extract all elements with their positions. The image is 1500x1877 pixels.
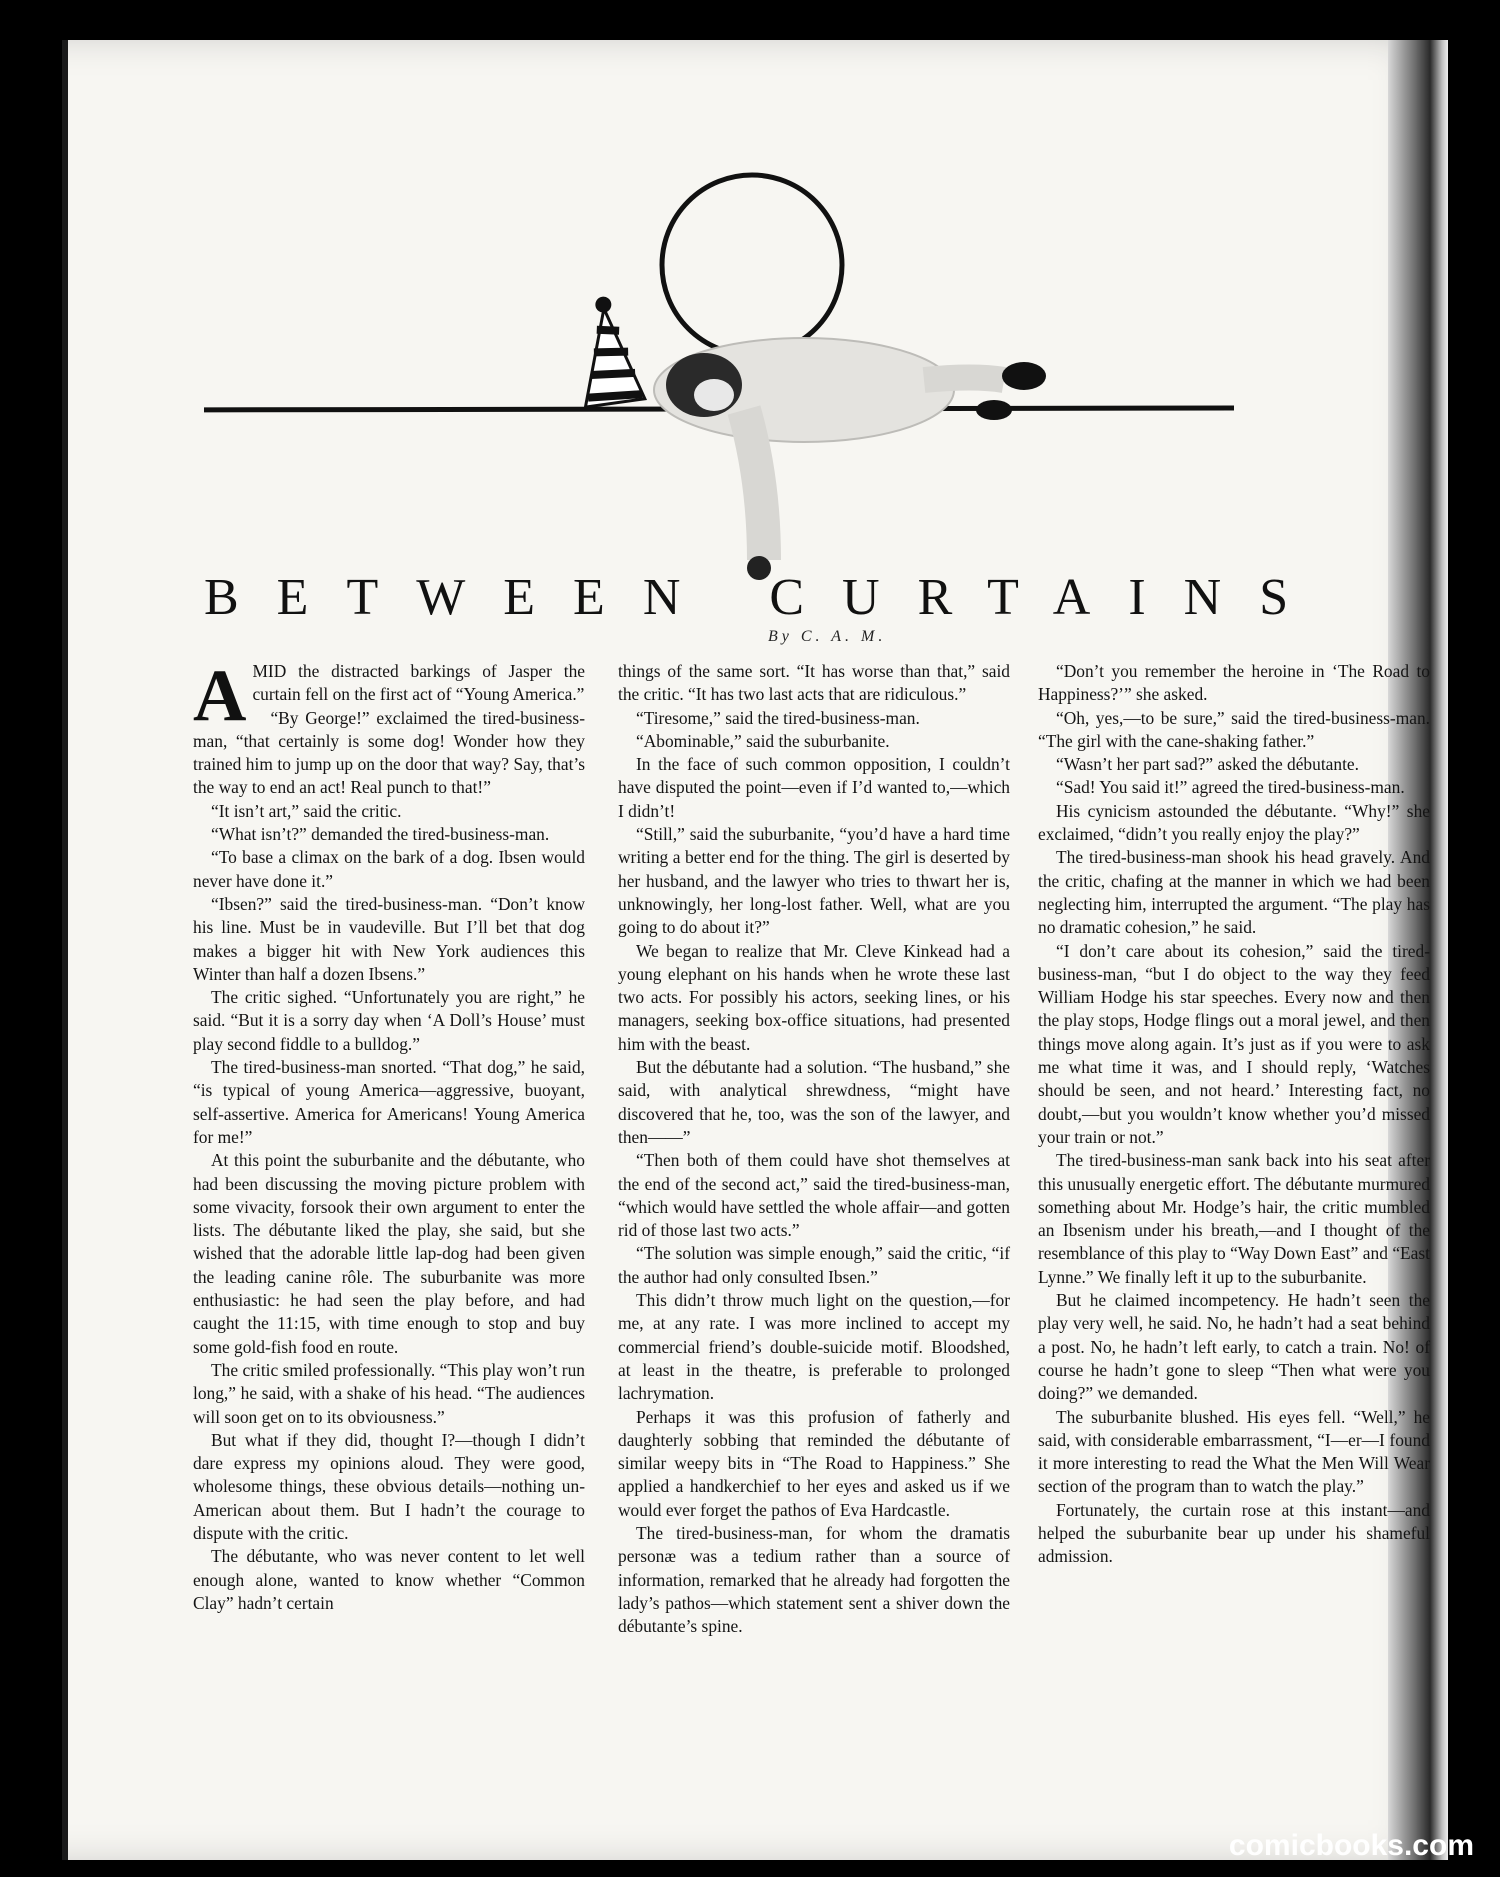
paragraph: The tired-business-man sank back into his seat after this unusually energetic effort. The débutante murmured something about Mr. Hodge’s hair, the critic mumbled an Ibsenism under his breath,—and I thought of the resemblance of this play to “Way Down East” and “East Lynne.” We finally left it up to the suburbanite. [1038,1150,1430,1287]
paragraph: His cynicism astounded the débutante. “Why!” she exclaimed, “didn’t you really enjoy the play?” [1038,800,1430,845]
paragraph: “Ibsen?” said the tired-business-man. “Don’t know his line. Must be in vaudeville. But I’ll bet that dog makes a bigger hit with New York audiences this Winter than half a dozen Ibsens.” [193,893,585,984]
paragraph: “By George!” exclaimed the tired-business-man, “that certainly is some dog! Wonder how they trained him to jump up on the door that way? Say, that’s the way to end an act! Real punch to that!” [193,707,585,798]
article-title: BETWEEN CURTAINS [204,569,1327,626]
paragraph: “Tiresome,” said the tired-business-man. [636,707,920,728]
paragraph: things of the same sort. “It has worse than that,” said the critic. “It has two last acts that are ridiculous.” [618,661,1010,705]
paragraph: “What isn’t?” demanded the tired-business-man. [211,824,550,845]
paragraph: At this point the suburbanite and the débutante, who had been discussing the moving picture problem with some vivacity, forsook their own argument to enter the lists. The débutante liked the play, she said, but she wished that the adorable little lap-dog had been given the leading canine rôle. The suburbanite was more enthusiastic: he had seen the play before, and had caught the 11:15, with time enough to stop and buy some gold-fish food en route. [193,1150,585,1357]
paragraph: But he claimed incompetency. He hadn’t seen the play very well, he said. No, he hadn’t had a seat behind a post. No, he hadn’t left early, to catch a train. No! of course he hadn’t gone to sleep “Then what were you doing?” we demanded. [1038,1290,1430,1404]
paragraph: “Sad! You said it!” agreed the tired-business-man. [1056,777,1405,798]
clown-illustration [204,170,1284,590]
paragraph: AMID the distracted barkings of Jasper the curtain fell on the first act of “Young America.” [193,655,585,737]
paragraph: This didn’t throw much light on the question,—for me, at any rate. I was more inclined to accept my commercial friend’s double-suicide motif. Bloodshed, at least in the theatre, is preferable to prolonged lachrymation. [618,1290,1010,1404]
paragraph: The tired-business-man shook his head gravely. And the critic, chafing at the manner in which we had been neglecting him, interrupted the argument. “The play has no dramatic cohesion,” he said. [1038,847,1430,938]
article-byline: By C. A. M. [768,628,887,645]
hoop [662,175,842,355]
paragraph: “Wasn’t her part sad?” asked the débutante. [1056,754,1359,775]
paragraph: The tired-business-man, for whom the dramatis personæ was a tedium rather than a source of information, remarked that he already had forgotten the lady’s pathos—which statement sent a shiver down the débutante’s spine. [618,1522,1010,1637]
paragraph: In the face of such common opposition, I couldn’t have disputed the point—even if I’d wanted to,—which I didn’t! [618,754,1010,821]
drop-cap: A [193,655,247,737]
paragraph: “The solution was simple enough,” said the critic, “if the author had only consulted Ibsen.” [618,1243,1010,1287]
paragraph: The débutante, who was never content to let well enough alone, wanted to know whether “Common Clay” hadn’t certain [193,1546,585,1613]
clown-hat [571,293,645,407]
paragraph: The suburbanite blushed. His eyes fell. “Well,” he said, with considerable embarrassment, “I—er—I found it more interesting to read the What the Men Will Wear section of the program than to watch the play.” [1038,1406,1430,1497]
text-column-3 [1038,660,1430,1569]
magazine-page [62,40,1448,1860]
paragraph: Fortunately, the curtain rose at this instant—and helped the suburbanite bear up under his shameful admission. [1038,1499,1430,1567]
paragraph: “I don’t care about its cohesion,” said the tired-business-man, “but I do object to the way they feed William Hodge his star speeches. Every now and then the play stops, Hodge flings out a moral jewel, and then things move along again. It’s just as if you were to ask me what time it was, and I should reply, ‘Watches should be seen, and not heard.’ Interesting fact, no doubt,—but you wouldn’t know whether you’d missed your train or not.” [1038,940,1430,1147]
paragraph: “It isn’t art,” said the critic. [211,800,402,821]
paragraph: “Don’t you remember the heroine in ‘The Road to Happiness?’” she asked. [1038,661,1430,705]
paragraph: “To base a climax on the bark of a dog. Ibsen would never have done it.” [193,847,585,891]
text-column-1 [193,655,585,1615]
site-watermark: comicbooks.com [1228,1829,1474,1862]
paragraph: The critic sighed. “Unfortunately you are right,” he said. “But it is a sorry day when ‘A Doll’s House’ must play second fiddle to a bulldog.” [193,987,585,1054]
paragraph: The critic smiled professionally. “This play won’t run long,” he said, with a shake of his head. “The audiences will soon get on to its obviousness.” [193,1359,585,1427]
text-column-2 [618,660,1010,1638]
paragraph: “Abominable,” said the suburbanite. [636,730,890,751]
paragraph: The tired-business-man snorted. “That dog,” he said, “is typical of young America—aggressive, buoyant, self-assertive. America for Americans! Young America for me!” [193,1057,585,1147]
paragraph: We began to realize that Mr. Cleve Kinkead had a young elephant on his hands when he wrote these last two acts. For possibly his actors, seeking lines, or his managers, seeking box-office situations, had presented him with the beast. [618,940,1010,1054]
paragraph: “Then both of them could have shot themselves at the end of the second act,” said the tired-business-man, “which would have settled the whole affair—and gotten rid of those last two acts.” [618,1150,1010,1241]
paragraph: Perhaps it was this profusion of fatherly and daughterly sobbing that reminded the débutante of similar weepy bits in “The Road to Happiness.” She applied a handkerchief to her eyes and asked us if we would ever forget the pathos of Eva Hardcastle. [618,1406,1010,1520]
paragraph: “Oh, yes,—to be sure,” said the tired-business-man. “The girl with the cane-shaking father.” [1038,707,1430,751]
paragraph: But the débutante had a solution. “The husband,” she said, with analytical shrewdness, “might have discovered that he, too, was the son of the lawyer, and then——” [618,1057,1010,1147]
paragraph: “Still,” said the suburbanite, “you’d have a hard time writing a better end for the thing. The girl is deserted by her husband, and the lawyer who tries to thwart her is, unknowingly, her long-lost father. Well, what are you going to do about it?” [618,824,1010,938]
paragraph: But what if they did, thought I?—though I didn’t dare express my opinions aloud. They were good, wholesome things, these obvious details—nothing un-American about them. But I hadn’t the courage to dispute with the critic. [193,1429,585,1543]
